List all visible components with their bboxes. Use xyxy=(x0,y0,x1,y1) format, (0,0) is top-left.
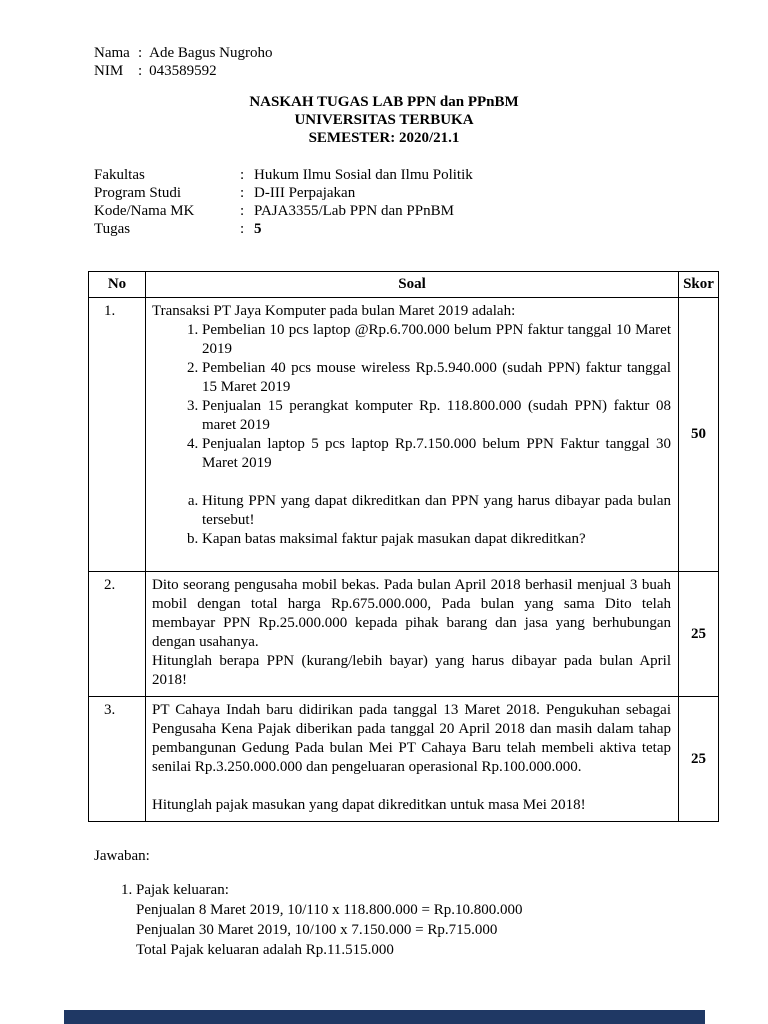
question-2-paragraph: Dito seorang pengusaha mobil bekas. Pada bulan April 2018 berhasil menjual 3 buah mobil dengan total harga Rp.675.000.000, Pada bulan yang sama Dito telah membayar PPN Rp.25.000.000 kepada pihak barang dan jasa yang berhubungan dengan usahanya. xyxy=(152,577,671,650)
program-studi-label: Program Studi xyxy=(94,185,182,201)
question-3-score: 25 xyxy=(679,697,719,822)
answer-1-line-2: Penjualan 30 Maret 2019, 10/100 x 7.150.000 = Rp.715.000 xyxy=(136,922,498,938)
student-name-line xyxy=(94,44,768,62)
colon-separator: : xyxy=(240,203,245,219)
table-header-row xyxy=(89,272,719,298)
question-1-lettered-list xyxy=(152,492,671,549)
colon-separator: : xyxy=(138,63,143,79)
question-2-text xyxy=(146,572,679,697)
info-row-kode-nama-mk xyxy=(94,202,768,220)
question-1-item-4: 4. Penjualan laptop 5 pcs laptop Rp.7.150.000 belum PPN Faktur tanggal 30 Maret 2019 xyxy=(202,435,671,473)
question-1-intro: Transaksi PT Jaya Komputer pada bulan Maret 2019 adalah: xyxy=(152,303,516,319)
fakultas-label: Fakultas xyxy=(94,167,145,183)
question-1-item-1: 1. Pembelian 10 pcs laptop @Rp.6.700.000 belum PPN faktur tanggal 10 Maret 2019 xyxy=(202,321,671,359)
question-1-number: 1. xyxy=(89,298,146,572)
next-page-header-bar xyxy=(64,1010,705,1024)
student-name-label: Nama xyxy=(94,45,130,61)
question-1-item-2: 2. Pembelian 40 pcs mouse wireless Rp.5.940.000 (sudah PPN) faktur tanggal 15 Maret 2019 xyxy=(202,359,671,397)
course-info-block xyxy=(94,166,768,238)
document-title-block xyxy=(0,93,768,147)
kode-nama-mk-label: Kode/Nama MK xyxy=(94,203,195,219)
question-row-2 xyxy=(89,572,719,697)
question-3-task: Hitunglah pajak masukan yang dapat dikreditkan untuk masa Mei 2018! xyxy=(152,797,586,813)
question-1-text xyxy=(146,298,679,572)
answer-item-1 xyxy=(136,880,768,960)
column-header-soal: Soal xyxy=(146,272,679,298)
student-nim-line xyxy=(94,62,768,80)
student-nim-label: NIM xyxy=(94,63,124,79)
program-studi-value: D-III Perpajakan xyxy=(254,185,356,201)
tugas-label: Tugas xyxy=(94,221,131,237)
answers-section xyxy=(94,846,768,960)
question-2-score: 25 xyxy=(679,572,719,697)
student-info-block xyxy=(94,0,768,80)
colon-separator: : xyxy=(240,185,245,201)
question-row-3 xyxy=(89,697,719,822)
answers-list xyxy=(94,880,768,960)
fakultas-value: Hukum Ilmu Sosial dan Ilmu Politik xyxy=(254,167,473,183)
info-row-tugas xyxy=(94,220,768,238)
answers-heading: Jawaban: xyxy=(94,848,150,864)
colon-separator: : xyxy=(240,167,245,183)
questions-table xyxy=(88,271,719,822)
info-row-fakultas xyxy=(94,166,768,184)
document-title-line3: SEMESTER: 2020/21.1 xyxy=(308,130,460,146)
question-1-item-a: a. Hitung PPN yang dapat dikreditkan dan PPN yang harus dibayar pada bulan tersebut! xyxy=(202,492,671,530)
column-header-skor: Skor xyxy=(679,272,719,298)
tugas-value: 5 xyxy=(254,221,262,237)
student-name-value: Ade Bagus Nugroho xyxy=(149,45,273,61)
colon-separator: : xyxy=(240,221,245,237)
question-2-task: Hitunglah berapa PPN (kurang/lebih bayar) yang harus dibayar pada bulan April 2018! xyxy=(152,653,671,688)
question-2-number: 2. xyxy=(89,572,146,697)
document-title-line2: UNIVERSITAS TERBUKA xyxy=(294,112,474,128)
answer-1-title: 1. Pajak keluaran: xyxy=(136,882,229,898)
question-3-number: 3. xyxy=(89,697,146,822)
student-nim-value: 043589592 xyxy=(149,63,217,79)
document-title-line1: NASKAH TUGAS LAB PPN dan PPnBM xyxy=(249,94,519,110)
question-row-1 xyxy=(89,298,719,572)
answer-1-line-1: Penjualan 8 Maret 2019, 10/110 x 118.800.000 = Rp.10.800.000 xyxy=(136,902,523,918)
kode-nama-mk-value: PAJA3355/Lab PPN dan PPnBM xyxy=(254,203,454,219)
column-header-no: No xyxy=(89,272,146,298)
question-1-score: 50 xyxy=(679,298,719,572)
question-3-text xyxy=(146,697,679,822)
answer-1-line-3: Total Pajak keluaran adalah Rp.11.515.000 xyxy=(136,942,394,958)
question-1-item-b: b. Kapan batas maksimal faktur pajak masukan dapat dikreditkan? xyxy=(202,530,671,549)
question-3-paragraph: PT Cahaya Indah baru didirikan pada tanggal 13 Maret 2018. Pengukuhan sebagai Pengusaha Kena Pajak diberikan pada tanggal 20 April 2018 dan masih dalam tahap pembangunan Gedung Pada bulan Mei PT Cahaya Baru telah membeli aktiva tetap senilai Rp.3.250.000.000 dan pengeluaran operasional Rp.100.000.000. xyxy=(152,702,671,775)
colon-separator: : xyxy=(138,45,143,61)
question-1-item-3: 3. Penjualan 15 perangkat komputer Rp. 118.800.000 (sudah PPN) faktur 08 maret 2019 xyxy=(202,397,671,435)
info-row-program-studi xyxy=(94,184,768,202)
question-1-numbered-list xyxy=(152,321,671,473)
